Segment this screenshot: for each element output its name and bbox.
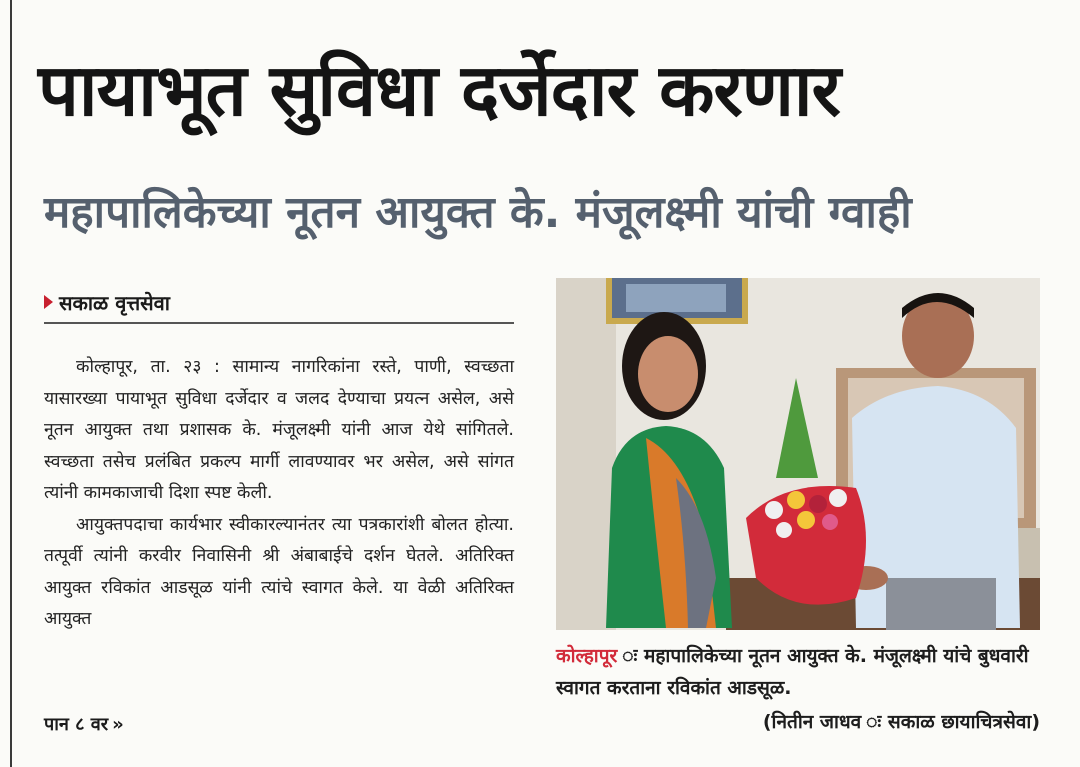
article-paragraph: आयुक्तपदाचा कार्यभार स्वीकारल्यानंतर त्या पत्रकारांशी बोलत होत्या. तत्पूर्वी त्यांनी करवीर निवासिनी श्री अंबाबाईचे दर्शन घेतले. अतिरिक्त आयुक्त रविकांत आडसूळ यांनी त्यांचे स्वागत केले. या वेळी अतिरिक्त आयुक्त [44,514,514,629]
headline: पायाभूत सुविधा दर्जेदार करणार [38,48,840,132]
article-paragraph: कोल्हापूर, ता. २३ : सामान्य नागरिकांना रस्ते, पाणी, स्वच्छता यासारख्या पायाभूत सुविधा दर्जेदार व जलद देण्याचा प्रयत्न असेल, असे नूतन आयुक्त तथा प्रशासक के. मंजूलक्ष्मी यांनी आज येथे सांगितले. स्वच्छता तसेच प्रलंबित प्रकल्प मार्गी लावण्यावर भर असेल, असे सांगत त्यांनी कामकाजाची दिशा स्पष्ट केली. [44,357,514,503]
photo-credit [700,708,1040,734]
continued-on-page[interactable] [44,712,124,736]
column-rule [10,0,12,767]
article-body [44,352,514,636]
byline-marker-icon [44,295,53,309]
credit-photographer: नितीन जाधव [771,711,862,733]
news-photo [556,278,1040,630]
news-photo-illustration [556,278,1040,630]
caption-place: कोल्हापूर [556,645,618,667]
byline [44,282,514,324]
credit-open-paren: ( [762,711,772,733]
subheadline: महापालिकेच्या नूतन आयुक्त के. मंजूलक्ष्मी यांची ग्वाही [44,187,912,238]
double-chevron-right-icon: » [112,713,124,735]
credit-source: सकाळ छायाचित्रसेवा [887,711,1032,733]
continued-label: पान ८ वर [44,714,109,735]
photo-caption [556,640,1040,704]
credit-close-paren: ) [1031,711,1040,733]
caption-text: महापालिकेच्या नूतन आयुक्त के. मंजूलक्ष्मी यांचे बुधवारी स्वागत करताना रविकांत आडसूळ. [556,645,1029,699]
byline-text: सकाळ वृत्तसेवा [59,290,170,315]
